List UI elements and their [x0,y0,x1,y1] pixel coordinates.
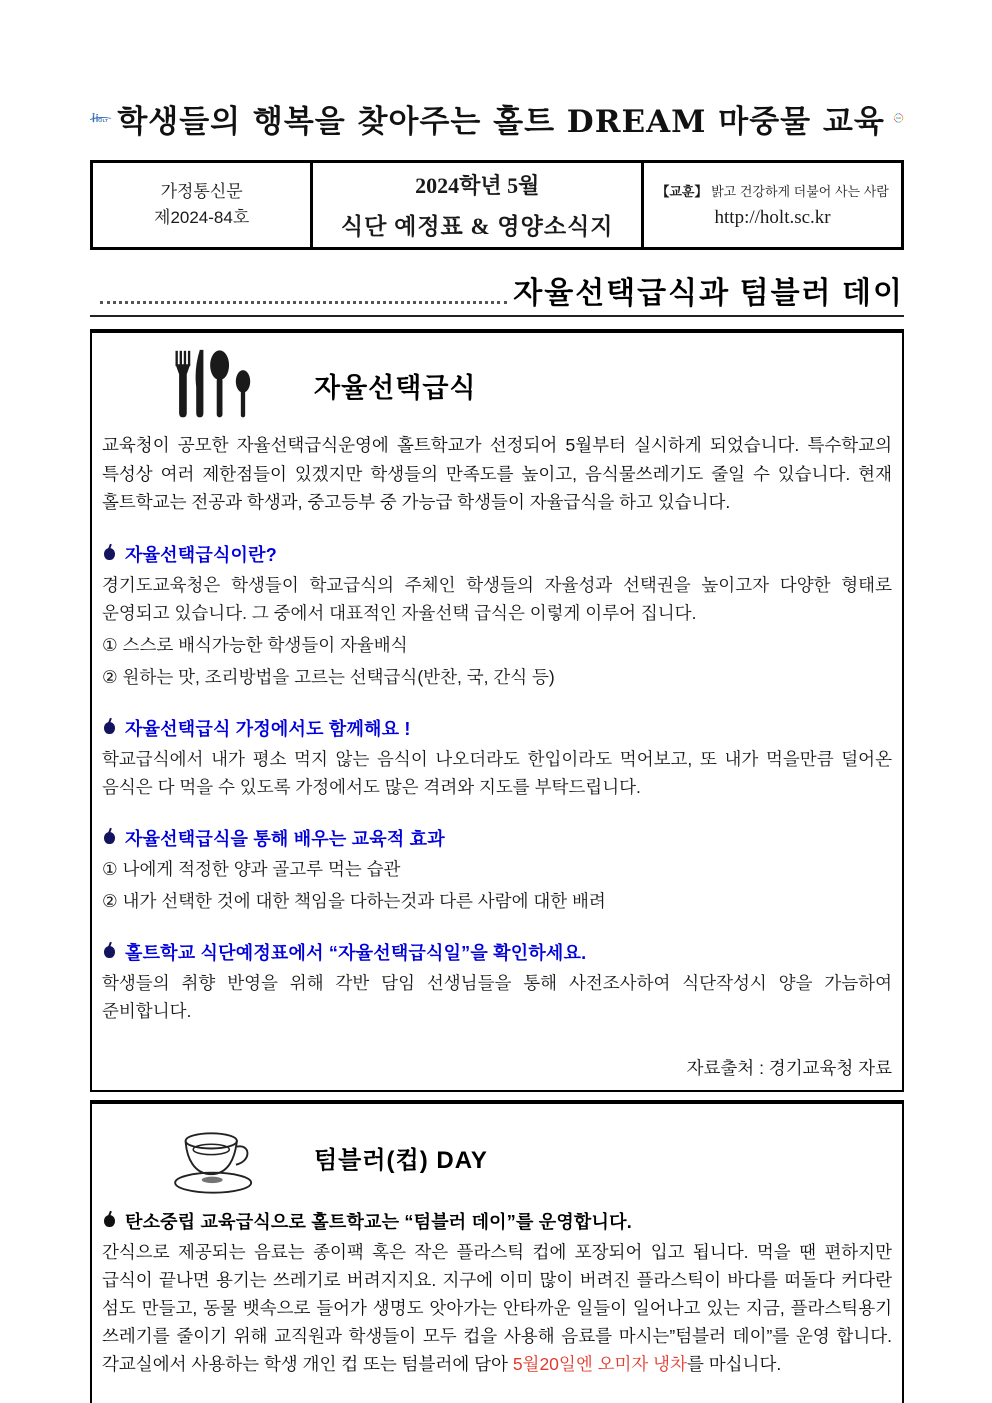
apple-bullet-icon [104,946,115,958]
holt-dots-logo-icon [893,87,904,149]
page-title: 자율선택급식과 텀블러 데이 [513,277,904,310]
list-item-1: ① 나에게 적정한 양과 골고루 먹는 습관 [102,858,401,879]
body-text: 간식으로 제공되는 음료는 종이팩 혹은 작은 플라스틱 컵에 포장되어 입고 됩니다. 먹을 땐 편하지만 급식이 끝나면 용기는 쓰레기로 버려지지요. 지구에 이미 많이 버려진 플라스틱이 바다를 떠돌다 커다란 섬도 만들고, 동물 뱃속으로 들어가 생명도 앗아가는 안타까운 일들이 일어나고 있는 지금, 플라스틱용기 쓰레기를 줄이기 위해 교직원과 학생들이 모두 컵을 사용해 음료를 마시는”텀블러 데이”를 운영 합니다. 각교실에서 사용하는 학생 개인 컵 또는 텀블러에 담아 [102,1241,892,1374]
info-table [90,160,904,250]
subsection-educational-effect [102,825,892,915]
doc-type: 가정통신문 [160,181,243,201]
cutlery-icon [140,349,292,421]
doc-number-cell [92,162,312,249]
list-item-2: ② 내가 선택한 것에 대한 책임을 다하는것과 다른 사람에 대한 배려 [102,890,606,911]
section2-title: 텀블러(컵) DAY [314,1147,488,1175]
motto-text: 밝고 건강하게 더불어 사는 사람 [711,184,889,199]
subsection-what-is [102,541,892,691]
subsection-check-menu-heading [102,939,892,965]
subsection-at-home [102,715,892,801]
heading-text: 자율선택급식이란? [125,544,277,565]
apple-bullet-icon [104,832,115,844]
newsletter-title-cell [312,162,643,249]
heading-text: 홀트학교 식단예정표에서 “자율선택급식일”을 확인하세요. [125,942,587,963]
apple-bullet-icon [104,548,115,560]
school-contact-cell [643,162,903,249]
apple-bullet-icon [104,722,115,734]
newsletter-subject: 식단 예정표 & 영양소식지 [340,214,614,239]
body-text: 를 마십니다. [686,1353,782,1374]
heading-text: 자율선택급식 가정에서도 함께해요 ! [125,718,411,739]
highlighted-date-drink: 5월20일엔 오미자 냉차 [512,1353,687,1374]
subsection-tumbler-heading [102,1208,892,1234]
school-motto [646,181,899,200]
section2-header [102,1108,892,1200]
list-item-1: ① 스스로 배식가능한 학생들이 자율배식 [102,634,408,655]
apple-bullet-icon [104,1215,115,1227]
subsection-at-home-body: 학교급식에서 내가 평소 먹지 않는 음식이 나오더라도 한입이라도 먹어보고, 또 내가 먹을만큼 덜어온 음식은 다 먹을 수 있도록 가정에서도 많은 격려와 지도를 부탁드립니다. [102,748,892,797]
holt-logo-icon [90,88,111,148]
subsection-at-home-heading [102,715,892,741]
teacup-icon [140,1120,292,1196]
main-title-row [90,268,904,317]
doc-number: 제2024-84호 [154,208,250,227]
section-tumbler-day [90,1100,904,1403]
section1-header [102,337,892,425]
section1-title: 자율선택급식 [314,372,477,403]
subsection-what-is-heading [102,541,892,567]
list-item-2: ② 원하는 맛, 조리방법을 고르는 선택급식(반찬, 국, 간식 등) [102,666,555,687]
subsection-what-is-body: 경기도교육청은 학생들이 학교급식의 주체인 학생들의 자율성과 선택권을 높이고자 다양한 형태로 운영되고 있습니다. 그 중에서 대표적인 자율선택 급식은 이렇게 이루어 집니다. [102,574,892,623]
masthead-slogan: 학생들의 행복을 찾아주는 홀트 DREAM 마중물 교육 [117,103,885,140]
motto-label: 【교훈】 [656,184,708,199]
subsection-check-menu-body: 학생들의 취향 반영을 위해 각반 담임 선생님들을 통해 사전조사하여 식단작성시 양을 가늠하여 준비합니다. [102,972,892,1021]
newsletter-month: 2024학년 5월 [415,173,540,198]
subsection-check-menu [102,939,892,1025]
info-table-row [92,162,903,249]
subsection-educational-effect-heading [102,825,892,851]
masthead [90,86,904,150]
source-credit: 자료출처 : 경기교육청 자료 [686,1057,892,1078]
subsection-tumbler-intro [102,1208,892,1378]
svg-text:Holt: Holt [896,116,901,120]
dotted-leader [100,301,507,304]
section1-intro: 교육청이 공모한 자율선택급식운영에 홀트학교가 선정되어 5월부터 실시하게 되었습니다. 특수학교의 특성상 여러 제한점들이 있겠지만 학생들의 만족도를 높이고, 음식물쓰레기도 줄일 수 있습니다. 현재 홀트학교는 전공과 학생과, 중고등부 중 가능급 학생들이 자율급식을 하고 있습니다. [102,435,892,513]
svg-text:LT: LT [102,117,108,123]
subsection-tumbler-body [102,1238,892,1378]
section-free-choice-meal [90,329,904,1092]
heading-text: 자율선택급식을 통해 배우는 교육적 효과 [125,828,445,849]
school-website: http://holt.sc.kr [714,207,831,228]
heading-text: 탄소중립 교육급식으로 홀트학교는 “텀블러 데이”를 운영합니다. [125,1211,632,1232]
